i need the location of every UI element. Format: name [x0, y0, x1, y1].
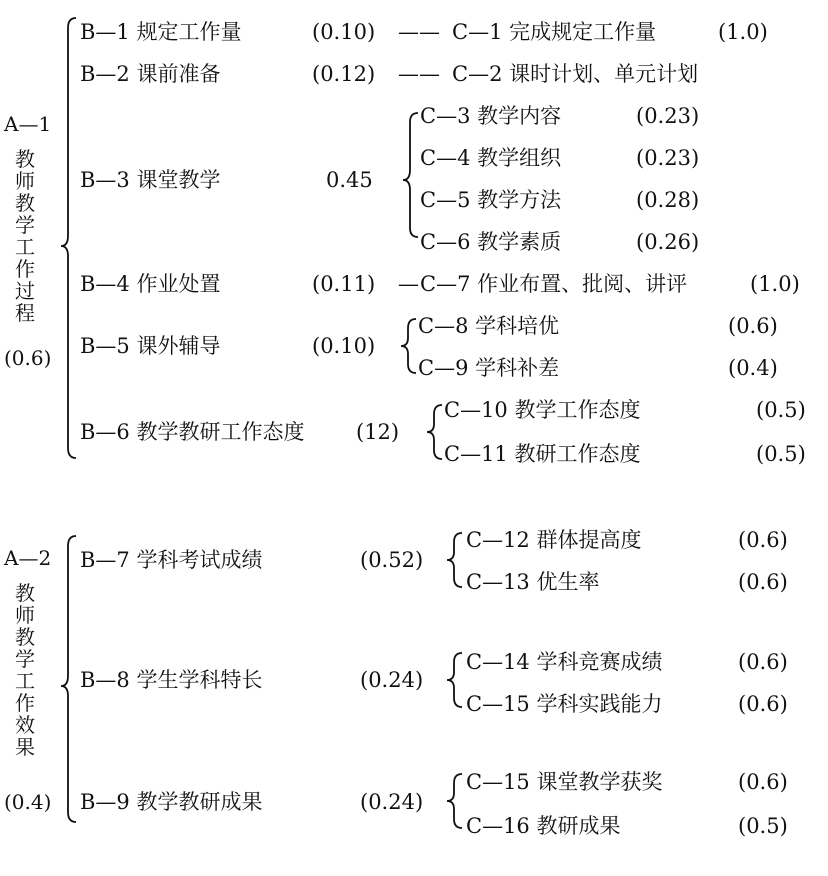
c3-label: C—3 教学内容: [420, 104, 562, 128]
c6-weight: (0.26): [636, 230, 700, 254]
c13-weight: (0.6): [738, 570, 788, 594]
b5-label: B—5 课外辅导: [80, 334, 221, 358]
c15b-label: C—15 课堂教学获奖: [466, 770, 663, 794]
c11-label: C—11 教研工作态度: [444, 442, 641, 466]
c3-weight: (0.23): [636, 104, 700, 128]
c11-weight: (0.5): [756, 442, 806, 466]
brace-b9: [447, 774, 462, 828]
b3-label: B—3 课堂教学: [80, 168, 221, 192]
c16-weight: (0.5): [738, 814, 788, 838]
a2-char: 作: [15, 691, 35, 715]
a2-char: 教: [15, 581, 35, 605]
b9-weight: (0.24): [360, 790, 424, 814]
a1-char: 工: [15, 235, 35, 259]
c16-label: C—16 教研成果: [466, 814, 621, 838]
c10-weight: (0.5): [756, 398, 806, 422]
c7-label: C—7 作业布置、批阅、讲评: [420, 272, 688, 296]
b5-weight: (0.10): [312, 334, 376, 358]
b4-weight: (0.11): [312, 272, 376, 296]
a2-weight: (0.4): [4, 790, 52, 814]
c8-label: C—8 学科培优: [418, 314, 560, 338]
c9-weight: (0.4): [728, 356, 778, 380]
a1-char: 过: [15, 279, 35, 303]
b1-link: ——: [398, 20, 440, 44]
a1-code: A—1: [4, 112, 52, 136]
c4-weight: (0.23): [636, 146, 700, 170]
a2-char: 教: [15, 625, 35, 649]
brace-b3: [403, 113, 418, 237]
c10-label: C—10 教学工作态度: [444, 398, 641, 422]
b6-label: B—6 教学教研工作态度: [80, 420, 305, 444]
c5-label: C—5 教学方法: [420, 188, 562, 212]
b8-weight: (0.24): [360, 668, 424, 692]
a2-char: 效: [15, 713, 35, 737]
a2-char: 学: [15, 647, 35, 671]
b6-weight: (12): [356, 420, 400, 444]
a1-char: 程: [15, 301, 35, 325]
a2-name-vertical: [14, 582, 36, 758]
c13-label: C—13 优生率: [466, 570, 600, 594]
a1-char: 师: [15, 169, 35, 193]
c2-label: C—2 课时计划、单元计划: [452, 62, 699, 86]
a2-char: 师: [15, 603, 35, 627]
b2-weight: (0.12): [312, 62, 376, 86]
c9-label: C—9 学科补差: [418, 356, 560, 380]
c8-weight: (0.6): [728, 314, 778, 338]
b1-label: B—1 规定工作量: [80, 20, 242, 44]
a1-char: 作: [15, 257, 35, 281]
c4-label: C—4 教学组织: [420, 146, 562, 170]
a1-char: 教: [15, 191, 35, 215]
brace-b8: [447, 653, 462, 707]
a2-char: 果: [15, 735, 35, 759]
a2-code: A—2: [4, 546, 52, 570]
b4-link: —: [398, 272, 419, 296]
c14-weight: (0.6): [738, 650, 788, 674]
a2-char: 工: [15, 669, 35, 693]
a1-weight: (0.6): [4, 346, 52, 370]
c15a-weight: (0.6): [738, 692, 788, 716]
brace-b6: [427, 405, 442, 459]
b9-label: B—9 教学教研成果: [80, 790, 263, 814]
c15b-weight: (0.6): [738, 770, 788, 794]
a1-name-vertical: [14, 148, 36, 324]
b2-label: B—2 课前准备: [80, 62, 221, 86]
c12-weight: (0.6): [738, 528, 788, 552]
b1-weight: (0.10): [312, 20, 376, 44]
c6-label: C—6 教学素质: [420, 230, 562, 254]
b4-label: B—4 作业处置: [80, 272, 221, 296]
b2-link: ——: [398, 62, 440, 86]
brace-a1: [61, 18, 76, 458]
a1-char: 教: [15, 147, 35, 171]
c14-label: C—14 学科竞赛成绩: [466, 650, 663, 674]
b8-label: B—8 学生学科特长: [80, 668, 263, 692]
brace-b5: [401, 319, 416, 373]
a1-char: 学: [15, 213, 35, 237]
b7-label: B—7 学科考试成绩: [80, 548, 263, 572]
c5-weight: (0.28): [636, 188, 700, 212]
c12-label: C—12 群体提高度: [466, 528, 642, 552]
b7-weight: (0.52): [360, 548, 424, 572]
c7-weight: (1.0): [750, 272, 800, 296]
brace-a2: [61, 536, 76, 822]
c1-weight: (1.0): [718, 20, 768, 44]
c1-label: C—1 完成规定工作量: [452, 20, 657, 44]
b3-weight: 0.45: [326, 168, 373, 192]
brace-b7: [447, 533, 462, 587]
c15a-label: C—15 学科实践能力: [466, 692, 663, 716]
